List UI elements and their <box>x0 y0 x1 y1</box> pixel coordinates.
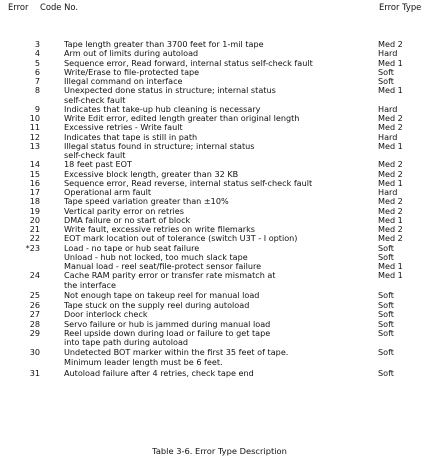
error-code-number-text: 9 <box>34 103 40 114</box>
table-row <box>0 86 439 105</box>
error-type: Soft <box>378 76 394 86</box>
header-error-type: Error Type <box>379 2 422 12</box>
error-code-number-text: 11 <box>29 122 40 133</box>
error-code-number-text: 25 <box>29 289 40 300</box>
error-code-number <box>0 86 40 95</box>
error-code-number <box>0 244 40 253</box>
error-type: Med 2 <box>378 122 403 133</box>
error-type: Soft <box>378 347 394 358</box>
error-type: Soft <box>378 318 394 329</box>
error-code-number <box>0 142 40 151</box>
table-row <box>0 244 439 272</box>
error-description: Excessive retries - Write fault <box>64 122 183 133</box>
error-code-number-text: 12 <box>29 131 40 142</box>
error-code-number-text: 8 <box>34 85 40 96</box>
table-row <box>0 369 439 378</box>
error-code-number <box>0 68 40 77</box>
error-code-number-text: 17 <box>29 187 40 197</box>
error-type: Soft <box>378 367 394 378</box>
table-row <box>0 329 439 348</box>
error-type: Med 1 <box>378 270 403 281</box>
error-description: Indicates that take-up hub cleaning is necessary <box>64 103 261 114</box>
error-type: Med 2 <box>378 168 403 179</box>
error-type: Med 1 <box>378 177 403 188</box>
error-type: Soft <box>378 289 394 300</box>
table-caption: Table 3-6. Error Type Description <box>152 446 287 456</box>
error-code-number-text: 29 <box>29 327 40 338</box>
error-description: Indicates that tape is still in path <box>64 131 198 142</box>
error-description: Arm out of limits during autoload <box>64 48 199 59</box>
error-type: Soft <box>378 309 394 320</box>
error-description: Reel upside down during load or failure to get tape into tape path during autoload <box>64 327 271 347</box>
error-code-number-text: 16 <box>29 177 40 188</box>
error-code-number-text: 31 <box>29 367 40 378</box>
error-table-body <box>0 40 439 378</box>
error-code-number-text: 3 <box>34 39 40 49</box>
table-row <box>0 142 439 161</box>
error-description: Vertical parity error on retries <box>64 205 184 216</box>
error-code-number <box>0 77 40 86</box>
error-code-number-text: 20 <box>29 214 40 225</box>
error-type: Med 1 <box>378 85 403 96</box>
error-type: Med 2 <box>378 39 403 49</box>
error-description: Write fault, excessive retries on write filemarks <box>64 224 256 234</box>
error-type: Med 2 <box>378 233 403 244</box>
error-description: Write Edit error, edited length greater than original length <box>64 113 300 123</box>
error-description: Door interlock check <box>64 309 148 320</box>
error-code-number-text: 10 <box>29 113 40 123</box>
error-code-number-text: 27 <box>29 309 40 320</box>
error-description: Not enough tape on takeup reel for manual load <box>64 289 260 300</box>
error-type: Med 2 <box>378 159 403 170</box>
error-code-number-text: 7 <box>34 76 40 86</box>
error-code-number <box>0 291 40 300</box>
error-code-number-text: 5 <box>34 57 40 68</box>
error-code-number-text: 15 <box>29 168 40 179</box>
error-description: Write/Erase to file-protected tape <box>64 66 200 77</box>
error-code-number-text: 30 <box>29 347 40 358</box>
error-code-number-text: 14 <box>29 159 40 170</box>
error-description: Unexpected done status in structure; internal status self-check fault <box>64 85 276 105</box>
error-code-number <box>0 329 40 338</box>
error-type: Hard <box>378 131 398 142</box>
error-description: Sequence error, Read reverse, internal status self-check fault <box>64 177 313 188</box>
error-description: Operational arm fault <box>64 187 152 197</box>
error-type: Med 2 <box>378 196 403 207</box>
error-description: Tape speed variation greater than ±10% <box>64 196 229 207</box>
error-type: Med 2 <box>378 113 403 123</box>
error-type: Soft <box>378 327 394 338</box>
error-code-number-text: 26 <box>29 300 40 310</box>
header-error: Error <box>8 2 29 12</box>
error-description: Servo failure or hub is jammed during manual load <box>64 318 271 329</box>
table-row <box>0 271 439 290</box>
error-code-number-text: 21 <box>29 224 40 234</box>
table-row <box>0 348 439 367</box>
error-type: Med 1 <box>378 214 403 225</box>
error-code-number-text: 24 <box>29 270 40 281</box>
error-description: Tape stuck on the supply reel during autoload <box>64 300 250 310</box>
error-type: Hard <box>378 103 398 114</box>
error-type: Med 2 <box>378 205 403 216</box>
error-type: Soft <box>378 300 394 310</box>
error-type: Soft <box>378 66 394 77</box>
error-code-number-text: 18 <box>29 196 40 207</box>
error-code-number-text: 28 <box>29 318 40 329</box>
error-code-number <box>0 59 40 68</box>
error-description: Load - no tape or hub seat failure Unload - hub not locked, too much slack tape Manual load - reel seat/file-protect sensor failure <box>64 242 262 271</box>
error-code-number-text: 19 <box>29 205 40 216</box>
error-type: Med 1 <box>378 57 403 68</box>
error-code-number-text: 22 <box>29 233 40 244</box>
error-code-number-text: 13 <box>29 140 40 151</box>
error-type: Hard <box>378 187 398 197</box>
error-code-number <box>0 49 40 58</box>
error-description: Tape length greater than 3700 feet for 1-mil tape <box>64 39 264 49</box>
error-description: Illegal command on interface <box>64 76 183 86</box>
error-type: Med 1 <box>378 140 403 151</box>
error-description: 18 feet past EOT <box>64 159 132 170</box>
error-code-number <box>0 40 40 49</box>
table-row <box>0 291 439 300</box>
error-description: Autoload failure after 4 retries, check tape end <box>64 367 254 378</box>
error-description: Undetected BOT marker within the first 35 feet of tape. Minimum leader length must be 6 feet. <box>64 347 289 367</box>
error-description: Cache RAM parity error or transfer rate mismatch at the interface <box>64 270 276 290</box>
header-code-no: Code No. <box>40 2 79 12</box>
error-description: Illegal status found in structure; internal status self-check fault <box>64 140 255 160</box>
error-code-number-text: *23 <box>25 242 40 253</box>
error-type: Hard <box>378 48 398 59</box>
error-description: DMA failure or no start of block <box>64 214 191 225</box>
error-code-number <box>0 271 40 280</box>
error-type: Soft Soft Med 1 <box>378 242 403 271</box>
error-code-number <box>0 348 40 357</box>
error-code-number-text: 6 <box>34 66 40 77</box>
error-type: Med 2 <box>378 224 403 234</box>
error-description: EOT mark location out of tolerance (switch U3T - I option) <box>64 233 298 244</box>
error-code-number-text: 4 <box>34 48 40 59</box>
error-code-number <box>0 369 40 378</box>
error-description: Sequence error, Read forward, internal status self-check fault <box>64 57 313 68</box>
error-description: Excessive block length, greater than 32 KB <box>64 168 239 179</box>
